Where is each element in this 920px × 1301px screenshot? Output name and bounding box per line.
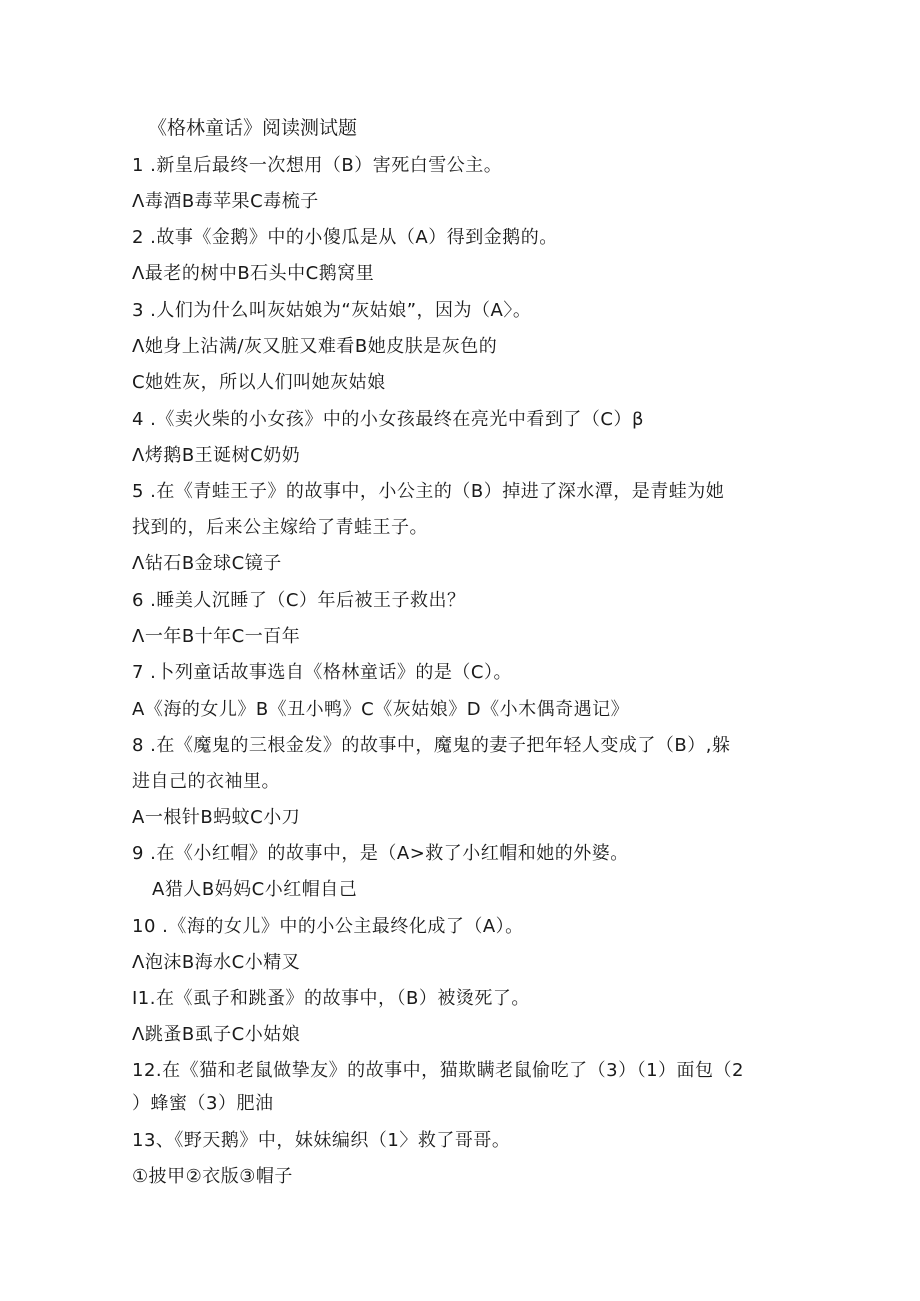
question-12-continued: ）蜂蜜（3）肥油 — [132, 1093, 274, 1114]
question-8-continued: 进自己的衣袖里。 — [132, 771, 280, 792]
question-2: 2 .故事《金鹅》中的小傻瓜是从（A）得到金鹅的。 — [132, 227, 558, 248]
answer-options-2: Λ最老的树中B石头中C鹅窝里 — [132, 263, 375, 284]
answer-options-8: A一根针B蚂蚊C小刀 — [132, 807, 301, 828]
answer-options-7: A《海的女儿》B《丑小鸭》C《灰姑娘》D《小木偶奇遇记》 — [132, 699, 630, 720]
question-12: 12.在《猫和老鼠做挚友》的故事中，猫欺瞒老鼠偷吃了（3）（1）面包（2 — [132, 1060, 744, 1081]
question-7: 7 .卜列童话故事选自《格林童话》的是（C）。 — [132, 662, 512, 683]
answer-options-1: Λ毒酒B毒苹果C毒梳子 — [132, 191, 319, 212]
question-1: 1 .新皇后最终一次想用（B）害死白雪公主。 — [132, 155, 503, 176]
answer-options-3b: C她姓灰，所以人们叫她灰姑娘 — [132, 372, 386, 393]
answer-options-11: Λ跳蚤B虱子C小姑娘 — [132, 1024, 301, 1045]
question-13: 13、《野天鹅》中，妹妹编织（1〉救了哥哥。 — [132, 1130, 511, 1151]
answer-options-13: ①披甲②衣版③帽子 — [132, 1166, 293, 1187]
question-10: 10 .《海的女儿》中的小公主最终化成了（A）。 — [132, 916, 524, 937]
question-5: 5 .在《青蛙王子》的故事中，小公主的（B）掉进了深水潭，是青蛙为她 — [132, 481, 725, 502]
question-3: 3 .人们为什么叫灰姑娘为“灰姑娘”，因为（A〉。 — [132, 300, 532, 321]
document-title: 《格林童话》阅读测试题 — [148, 117, 358, 139]
answer-options-4: Λ烤鹅B王诞树C奶奶 — [132, 445, 301, 466]
question-9: 9 .在《小红帽》的故事中，是（A>救了小红帽和她的外婆。 — [132, 843, 629, 864]
answer-options-10: Λ泡沫B海水C小精叉 — [132, 952, 301, 973]
question-11: I1.在《虱子和跳蚤》的故事中，（B）被烫死了。 — [132, 988, 530, 1009]
answer-options-5: Λ钻石B金球C镜子 — [132, 553, 282, 574]
question-5-continued: 找到的，后来公主嫁给了青蛙王子。 — [132, 517, 428, 538]
question-8: 8 .在《魔鬼的三根金发》的故事中，魔鬼的妻子把年轻人变成了（B）,躲 — [132, 735, 731, 756]
answer-options-3a: Λ她身上沾满/灰又脏又难看B她皮肤是灰色的 — [132, 336, 498, 357]
question-6: 6 .睡美人沉睡了（C）年后被王子救出？ — [132, 590, 466, 611]
answer-options-9: A猎人B妈妈C小红帽自己 — [152, 879, 358, 900]
answer-options-6: Λ一年B十年C一百年 — [132, 626, 301, 647]
question-4: 4 .《卖火柴的小女孩》中的小女孩最终在亮光中看到了（C）β — [132, 409, 644, 430]
